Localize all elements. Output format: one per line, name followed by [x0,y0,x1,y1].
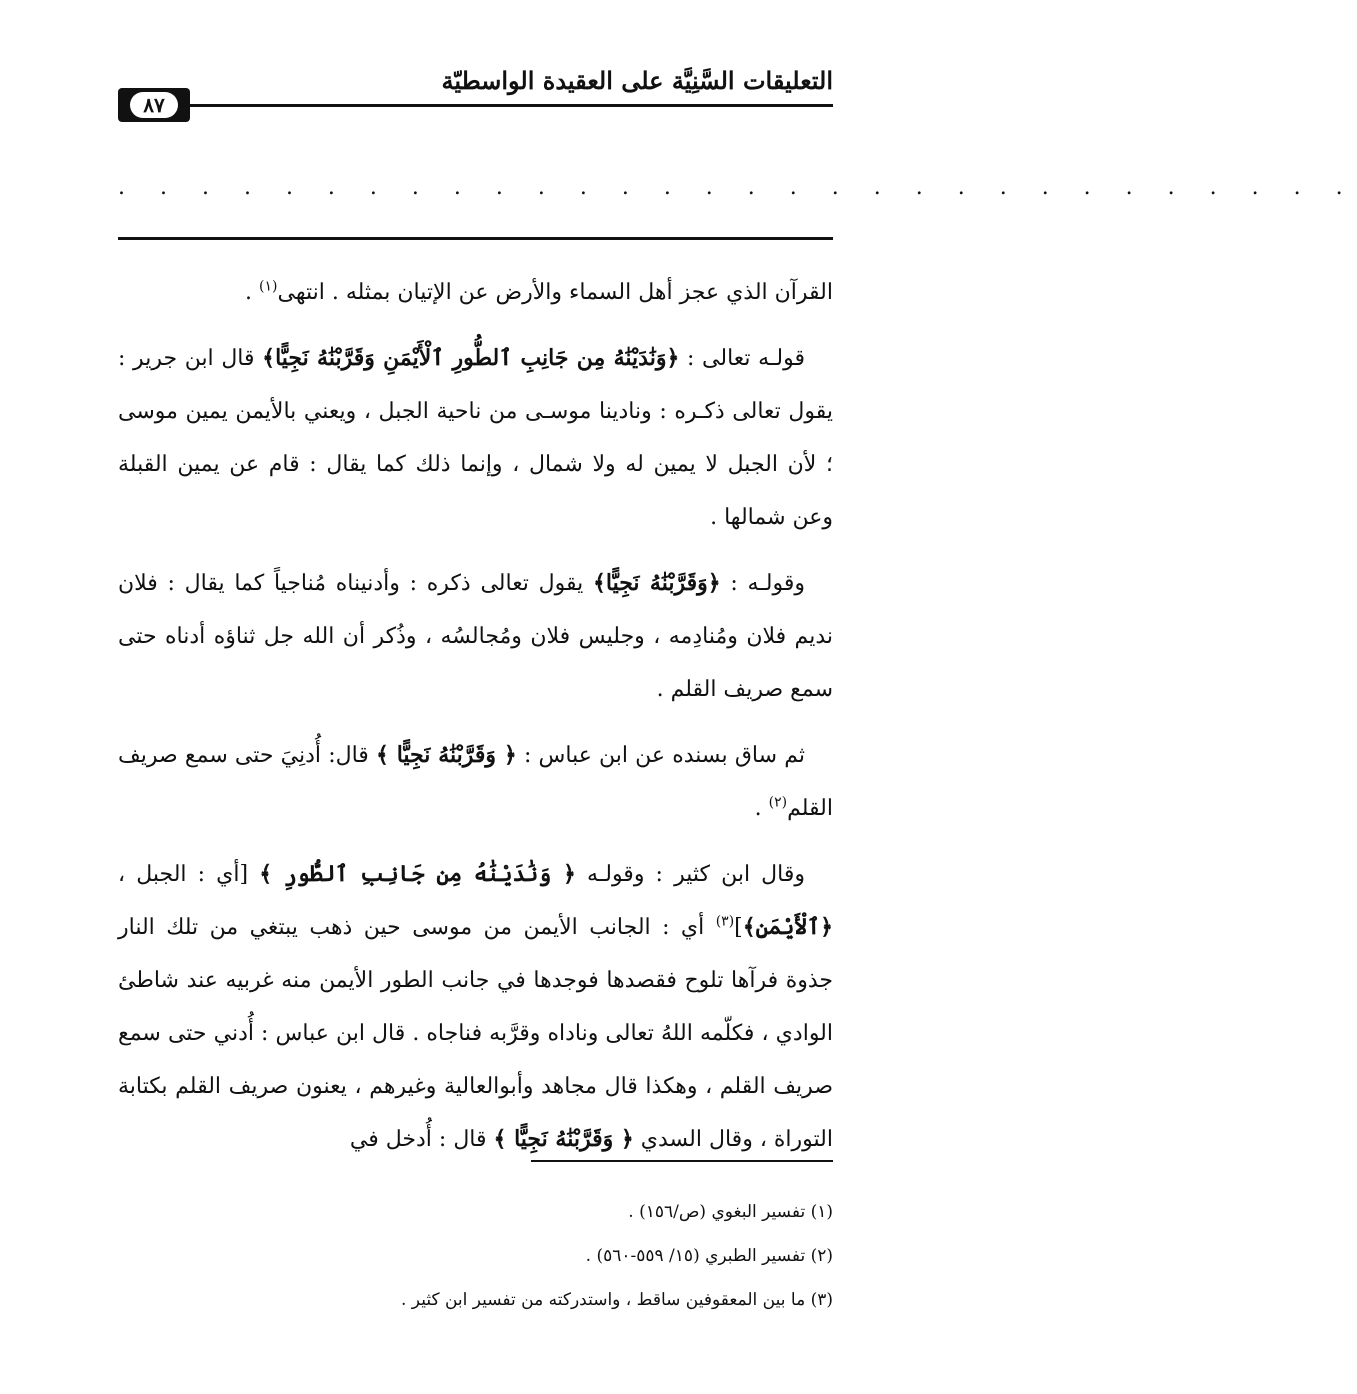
running-header-title: التعليقات السَّنِيَّة على العقيدة الواسطيّة [441,66,833,95]
footnote-item: (٣) ما بين المعقوفين ساقط ، واستدركته من تفسير ابن كثير . [401,1290,833,1310]
paragraph: القرآن الذي عجز أهل السماء والأرض عن الإتيان بمثله . انتهى$^{(١)}$ . [245,278,833,305]
paragraph: وقال ابن كثير : وقولـه ﴿ وَنَٰدَيْنَٰهُ مِن جَانِبِ ٱلطُّورِ ﴾ [أي : الجبل ، ﴿ٱلْأَيْمَنِ﴾]$^{(٣)}$ أي : الجانب الأيمن من موسى حين ذهب يبتغي من تلك النار جذوة فرآها تلوح فقصدها فوجدها في جانب الطور الأيمن منه غربيه عند شاطئ الوادي ، فكلّمه اللهُ تعالى وناداه وقرَّبه فناجاه . قال ابن عباس : أُدني حتى سمع صريف القلم ، وهكذا قال مجاهد وأبوالعالية وغيرهم ، يعنون صريف القلم بكتابة التوراة ، وقال السدي ﴿ وَقَرَّبْنَٰهُ نَجِيًّا ﴾ قال : أُدخل في [118,861,833,1152]
footnote-rule [531,1160,833,1162]
paragraph: وقولـه : ﴿وَقَرَّبْنَٰهُ نَجِيًّا﴾ يقول تعالى ذكره : وأدنيناه مُناجياً كما يقال : فلان نديم فلان ومُنادِمه ، وجليس فلان ومُجالسُه ، وذُكر أن الله جل ثناؤه أدناه حتى سمع صريف القلم . [118,570,833,702]
page-number-badge [118,88,190,122]
footnote-item: (٢) تفسير الطبري (١٥/ ٥٥٩-٥٦٠) . [585,1246,833,1266]
body-rule [118,237,833,240]
quran-verse: ﴿ وَنَٰدَيْنَٰهُ مِن جَانِبِ ٱلطُّورِ ﴾ [259,861,576,887]
footnote-item: (١) تفسير البغوي (ص/١٥٦) . [628,1202,833,1222]
footnote-marker: (٣) [715,913,735,930]
quran-verse: ﴿ وَقَرَّبْنَٰهُ نَجِيًّا ﴾ [375,742,517,768]
paragraph: ثم ساق بسنده عن ابن عباس : ﴿ وَقَرَّبْنَٰهُ نَجِيًّا ﴾ قال: أُدنِيَ حتى سمع صريف القلم$^{(٢)}$ . [118,742,833,821]
footnotes [118,1190,833,1322]
footnote-marker: (٢) [768,794,788,811]
main-text [118,266,833,1166]
header-rule [190,104,833,107]
quran-verse: ﴿وَنَٰدَيْنَٰهُ مِن جَانِبِ ٱلطُّورِ ٱلْأَيْمَنِ وَقَرَّبْنَٰهُ نَجِيًّا﴾ [262,345,680,371]
quran-verse: ﴿ٱلْأَيْمَنِ﴾ [742,914,833,940]
quran-verse: ﴿وَقَرَّبْنَٰهُ نَجِيًّا﴾ [592,570,721,596]
page-number: ٨٧ [130,92,178,118]
quran-verse: ﴿ وَقَرَّبْنَٰهُ نَجِيًّا ﴾ [493,1126,634,1152]
dotted-separator: . . . . . . . . . . . . . . . . . . . . . . . . . . . . . . [118,175,1357,200]
paragraph: قولـه تعالى : ﴿وَنَٰدَيْنَٰهُ مِن جَانِبِ ٱلطُّورِ ٱلْأَيْمَنِ وَقَرَّبْنَٰهُ نَجِيًّا﴾ قال ابن جرير : يقول تعالى ذكـره : ونادينا موسـى من ناحية الجبل ، ويعني بالأيمن يمين موسى ؛ لأن الجبل لا يمين له ولا شمال ، وإنما ذلك كما يقال : قام عن يمين القبلة وعن شمالها . [118,345,833,530]
footnote-marker: (١) [259,278,278,295]
